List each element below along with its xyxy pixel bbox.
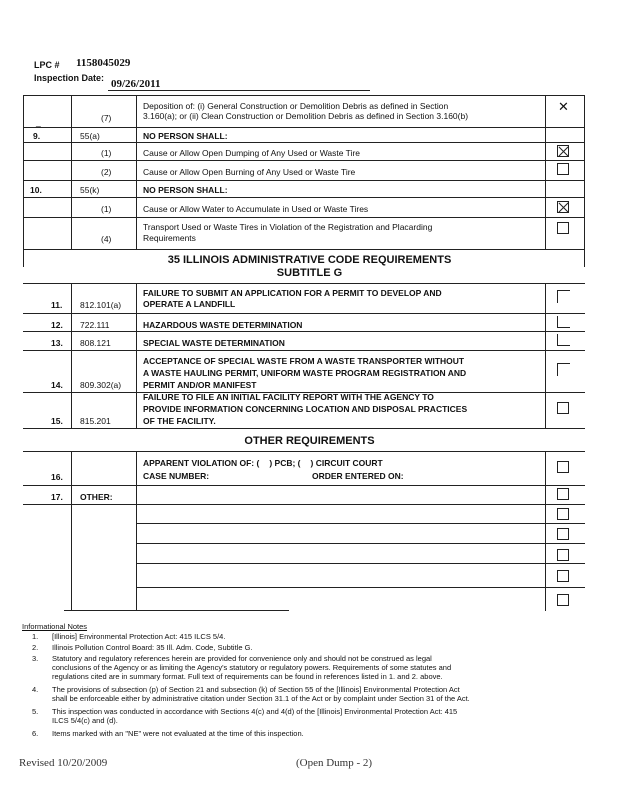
row7-text: Deposition of: (i) General Construction or Demolition Debris as defined in Section: [143, 101, 449, 111]
row17-checkbox[interactable]: [557, 488, 569, 500]
date-underline: [108, 90, 370, 91]
row10-4-checkbox[interactable]: [557, 222, 569, 234]
row10-1-checkbox[interactable]: [557, 201, 569, 213]
apparent-violation-label: APPARENT VIOLATION OF: ( ) PCB; ( ) CIRCUIT COURT: [143, 458, 383, 468]
other-label: OTHER:: [80, 492, 113, 502]
other-checkbox-5[interactable]: [557, 570, 569, 582]
row14-text: ACCEPTANCE OF SPECIAL WASTE FROM A WASTE TRANSPORTER WITHOUT: [143, 356, 465, 366]
row12-checkbox[interactable]: [557, 316, 570, 328]
row11-checkbox[interactable]: [557, 290, 570, 303]
order-entered-label: ORDER ENTERED ON:: [312, 471, 404, 481]
row9-heading: NO PERSON SHALL:: [143, 131, 228, 141]
inspection-date: 09/26/2011: [111, 78, 161, 90]
row13-checkbox[interactable]: [557, 334, 570, 346]
other-checkbox-6[interactable]: [557, 594, 569, 606]
row10-4-text: Transport Used or Waste Tires in Violation of the Registration and Placarding: [143, 222, 433, 232]
row10-heading: NO PERSON SHALL:: [143, 185, 228, 195]
other-checkbox-3[interactable]: [557, 528, 569, 540]
row9-1-checkbox[interactable]: [557, 145, 569, 157]
other-checkbox-2[interactable]: [557, 508, 569, 520]
row9-1-text: Cause or Allow Open Dumping of Any Used or Waste Tire: [143, 148, 361, 158]
row13-text: SPECIAL WASTE DETERMINATION: [143, 338, 285, 348]
inspection-date-label: Inspection Date:: [34, 73, 105, 83]
row14-checkbox[interactable]: [557, 363, 570, 376]
row11-text: FAILURE TO SUBMIT AN APPLICATION FOR A PERMIT TO DEVELOP AND: [143, 288, 442, 298]
section-other-title: OTHER REQUIREMENTS: [244, 435, 375, 447]
section-35-title: 35 ILLINOIS ADMINISTRATIVE CODE REQUIREMENTS: [167, 254, 452, 266]
note-1: [Illinois] Environmental Protection Act: 415 ILCS 5/4.: [52, 632, 226, 641]
note-3: Statutory and regulatory references herein are provided for convenience only and should not be construed as legal: [52, 654, 432, 663]
page-label: (Open Dump - 2): [296, 757, 373, 769]
row10-1-text: Cause or Allow Water to Accumulate in Used or Waste Tires: [143, 204, 369, 214]
table-left-border: [23, 95, 24, 267]
other-checkbox-4[interactable]: [557, 549, 569, 561]
lpc-number: 1158045029: [76, 57, 131, 69]
case-number-label: CASE NUMBER:: [143, 471, 210, 481]
row15-checkbox[interactable]: [557, 402, 569, 414]
note-2: Illinois Pollution Control Board: 35 Ill. Adm. Code, Subtitle G.: [52, 643, 253, 652]
note-5: This inspection was conducted in accordance with Sections 4(c) and 4(d) of the [Illinois] Environmental Protection Act: 415: [52, 707, 458, 716]
note-4: The provisions of subsection (p) of Section 21 and subsection (k) of Section 55 of the [Illinois] Environmental Protection Act: [52, 685, 460, 694]
row15-text: FAILURE TO FILE AN INITIAL FACILITY REPORT WITH THE AGENCY TO: [143, 392, 434, 402]
row7-x-mark: ✕: [558, 99, 569, 114]
revised-date: Revised 10/20/2009: [19, 757, 108, 769]
note-6: Items marked with an "NE" were not evaluated at the time of this inspection.: [52, 729, 304, 738]
notes-heading: Informational Notes: [22, 622, 88, 631]
row9-2-text: Cause or Allow Open Burning of Any Used or Waste Tire: [143, 167, 356, 177]
row9-2-checkbox[interactable]: [557, 163, 569, 175]
lpc-label: LPC #: [34, 60, 60, 70]
row16-checkbox[interactable]: [557, 461, 569, 473]
row12-text: HAZARDOUS WASTE DETERMINATION: [143, 320, 303, 330]
